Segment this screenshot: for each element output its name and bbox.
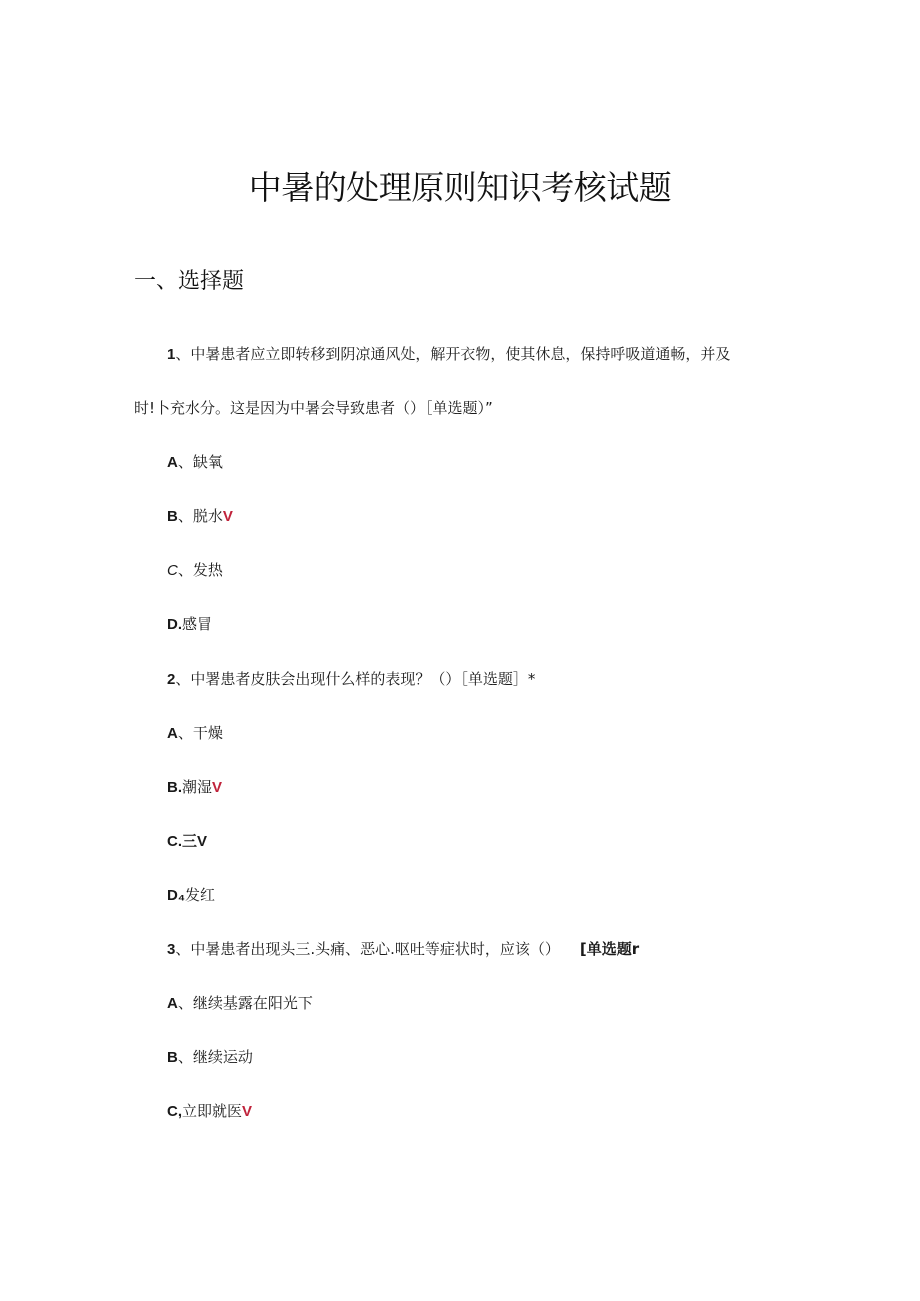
option-label: A	[167, 454, 178, 471]
correct-mark: V	[242, 1103, 253, 1120]
question-1-continued	[134, 398, 493, 418]
correct-mark: V	[212, 779, 223, 796]
q1-option-a	[167, 452, 223, 473]
q1-option-c	[167, 560, 223, 581]
question-number: 3	[167, 941, 176, 958]
option-text: 、继续基露在阳光下	[177, 994, 313, 1012]
option-label: C	[167, 562, 178, 579]
question-number: 1	[167, 346, 176, 363]
q1-option-b	[167, 506, 233, 527]
question-3	[167, 939, 639, 960]
option-label: C.	[167, 833, 182, 850]
option-label: A	[167, 995, 178, 1012]
page-title: 中暑的处理原则知识考核试题	[248, 168, 672, 207]
option-label: C,	[167, 1103, 182, 1120]
question-text: 、中暑患者出现头三.头痛、恶心.呕吐等症状时，应该（）	[175, 940, 560, 958]
question-1	[167, 344, 730, 365]
q1-option-d	[167, 614, 212, 635]
option-label: B.	[167, 779, 182, 796]
section-heading: 一、选择题	[134, 269, 245, 294]
question-type-tag: [单选题r	[579, 940, 640, 958]
option-text: 立即就医	[182, 1102, 243, 1120]
q2-option-a	[167, 723, 223, 744]
option-text: 、继续运动	[177, 1048, 253, 1066]
question-text: 、中署患者皮肤会出现什么样的表现？（）［单选题］*	[175, 670, 536, 688]
option-text: 感冒	[182, 615, 213, 633]
option-label: B	[167, 508, 178, 525]
option-text: 、发热	[177, 561, 223, 579]
correct-mark: V	[222, 508, 233, 525]
option-text: 潮湿	[182, 778, 213, 796]
option-text: 发红	[184, 886, 215, 904]
q2-option-b	[167, 777, 222, 798]
option-label: B	[167, 1049, 178, 1066]
option-label: D.	[167, 616, 182, 633]
q2-option-c	[167, 831, 207, 852]
option-label: A	[167, 725, 178, 742]
q3-option-c	[167, 1101, 252, 1122]
question-2	[167, 669, 535, 690]
q2-option-d	[167, 885, 215, 906]
q3-option-a	[167, 993, 313, 1014]
option-text: 、脱水	[177, 507, 223, 525]
option-text: 、缺氧	[177, 453, 223, 471]
q3-option-b	[167, 1047, 253, 1068]
option-label: D₄	[167, 887, 185, 904]
question-number: 2	[167, 671, 176, 688]
question-text: 时!卜充水分。这是因为中暑会导致患者（）［单选题）”	[134, 399, 493, 417]
correct-mark: V	[197, 833, 208, 850]
option-text: 、干燥	[177, 724, 223, 742]
question-text: 、中暑患者应立即转移到阴凉通风处，解开衣物，使其休息，保持呼吸道通畅，并及	[175, 345, 731, 363]
option-text: 三	[182, 832, 198, 850]
